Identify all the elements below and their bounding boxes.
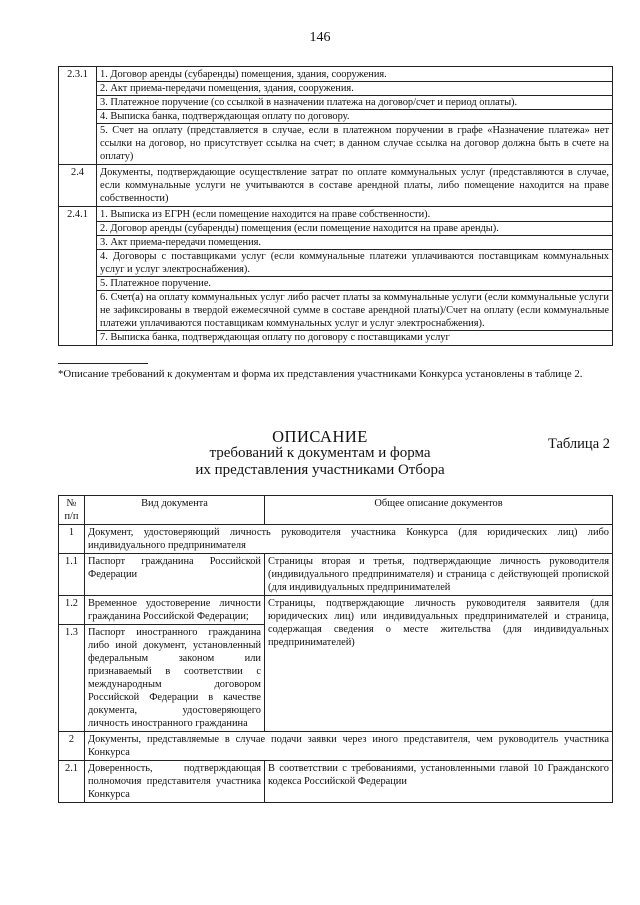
list-item: 2. Договор аренды (субаренды) помещения (если помещение находится на праве аренды). [97,222,612,236]
list-item: 5. Платежное поручение. [97,277,612,291]
documents-table-continued [58,66,613,346]
page-title [0,428,640,479]
description-cell: Страницы вторая и третья, подтверждающие личность руководителя (индивидуального предпринимателя) и страница с действующей пропиской (для индивидуальных предпринимателей [265,554,613,596]
title-line: ОПИСАНИЕ [272,427,368,446]
doc-type-cell: Временное удостоверение личности гражданина Российской Федерации; [85,596,265,625]
list-item: 5. Счет на оплату (представляется в случае, если в платежном поручении в графе «Назначение платежа» нет ссылки на договор, но присутствует ссылка на счет; в данном случае ссылка на договор должна быть в счете на оплату) [100,125,609,162]
row-number: 2 [59,732,85,761]
column-header-doc-type: Вид документа [85,496,265,525]
section-heading: Документы, представляемые в случае подачи заявки через иного представителя, чем руководитель участника Конкурса [85,732,613,761]
table-header-row [59,496,613,525]
row-number: 2.4 [59,165,97,207]
row-number: 1 [59,525,85,554]
table-row [59,165,613,207]
row-number: 1.3 [59,625,85,732]
title-line: требований к документам и форма [209,445,431,461]
column-header-description: Общее описание документов [265,496,613,525]
table-row [59,596,613,625]
list-item: 3. Акт приема-передачи помещения. [97,236,612,250]
row-content [97,207,613,346]
row-number: 2.3.1 [59,67,97,165]
doc-type-cell: Паспорт гражданина Российской Федерации [85,554,265,596]
list-item: 6. Счет(а) на оплату коммунальных услуг либо расчет платы за коммунальные услуги (если коммунальные услуги не зафиксированы в твердой ежемесячной сумме в составе арендной платы)/Счет на оплату (если коммунальные платежи уплачиваются поставщикам коммунальных услуг и услуг электроснабжения). [97,291,612,331]
row-number: 2.1 [59,761,85,803]
row-content [97,67,613,165]
list-item: 4. Договоры с поставщиками услуг (если коммунальные платежи уплачиваются поставщикам коммунальных услуг и услуг электроснабжения). [97,250,612,277]
page-number: 146 [309,30,331,45]
row-number: 1.2 [59,596,85,625]
list-item: 4. Выписка банка, подтверждающая оплату по договору. [97,110,612,124]
description-cell: Страницы, подтверждающие личность руководителя заявителя (для юридических лиц) или индивидуальных предпринимателей и страница, содержащая сведения о месте жительства (для индивидуальных предпринимателей) [265,596,613,732]
list-item: 7. Выписка банка, подтверждающая оплату по договору с поставщиками услуг [100,332,450,343]
row-number: 2.4.1 [59,207,97,346]
table-row [59,207,613,346]
footnote: *Описание требований к документам и форма их представления участниками Конкурса установлены в таблице 2. [58,368,583,380]
table-row [59,67,613,165]
table-row [59,554,613,596]
footnote-rule [58,363,148,364]
table-label: Таблица 2 [547,436,610,452]
column-header-num: № п/п [59,496,85,525]
row-number: 1.1 [59,554,85,596]
description-cell: В соответствии с требованиями, установленными главой 10 Гражданского кодекса Российской Федерации [265,761,613,803]
doc-type-cell: Паспорт иностранного гражданина либо иной документ, установленный федеральным законом или признаваемый в соответствии с международным договором Российской Федерации в качестве документа, удостоверяющего личность иностранного гражданина [85,625,265,732]
doc-type-cell: Доверенность, подтверждающая полномочия представителя участника Конкурса [85,761,265,803]
list-item: 1. Выписка из ЕГРН (если помещение находится на праве собственности). [97,208,612,222]
table-row [59,525,613,554]
list-item: 2. Акт приема-передачи помещения, здания, сооружения. [97,82,612,96]
title-line: их представления участниками Отбора [195,462,445,478]
table-row [59,761,613,803]
row-content: Документы, подтверждающие осуществление затрат по оплате коммунальных услуг (представляются в случае, если коммунальные услуги не учитываются в составе арендной платы, либо помещение находится на праве собственности) [97,165,613,207]
section-heading: Документ, удостоверяющий личность руководителя участника Конкурса (для юридических лиц) либо индивидуального предпринимателя [85,525,613,554]
table-row [59,732,613,761]
list-item: 3. Платежное поручение (со ссылкой в назначении платежа на договор/счет и период оплаты). [97,96,612,110]
list-item: 1. Договор аренды (субаренды) помещения, здания, сооружения. [97,68,612,82]
requirements-table [58,495,613,803]
